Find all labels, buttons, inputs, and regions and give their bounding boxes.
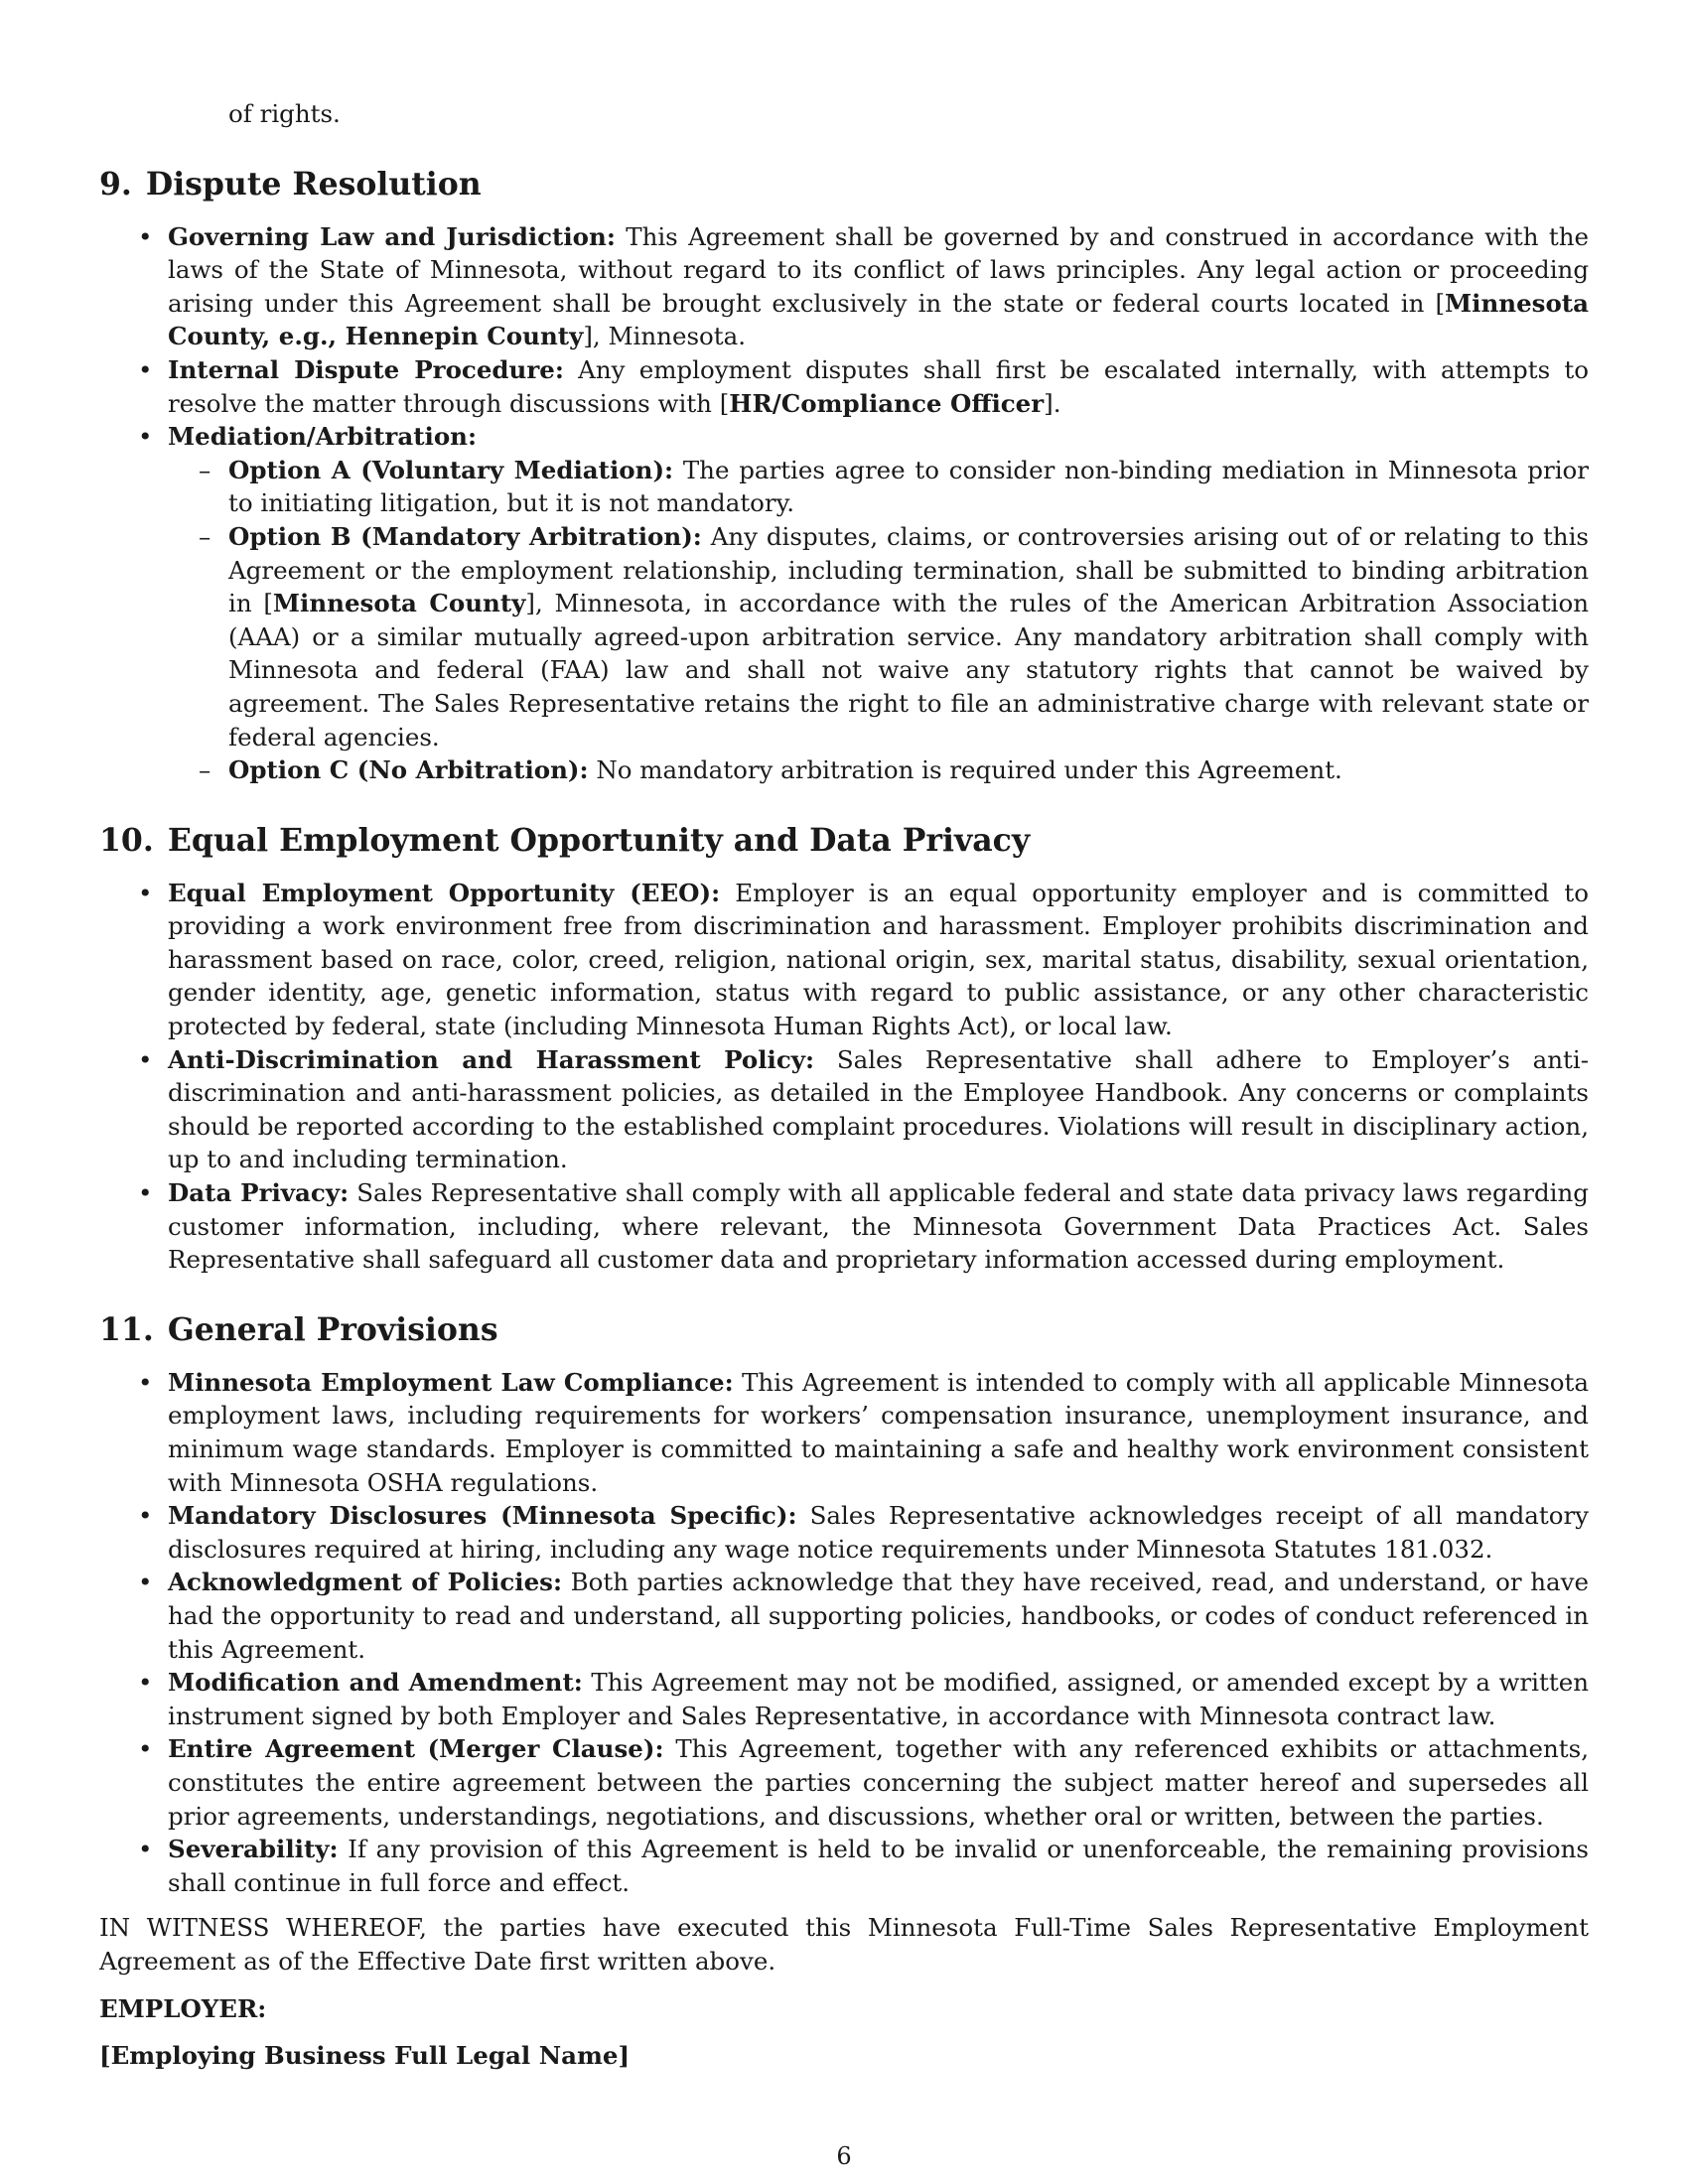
sub-item-option-a	[228, 454, 1589, 520]
list-item-data-privacy	[168, 1176, 1589, 1277]
section-number: 11.	[99, 1310, 154, 1348]
item-text: This Agreement may not be modified, assigned, or amended except by a written instrument signed by both Employer and Sales Representative, in accordance with Minnesota contract law.	[168, 1668, 1589, 1730]
item-text: Sales Representative acknowledges receipt of all mandatory disclosures required at hiring, including any wage notice requirements under Minnesota Statutes 181.032.	[168, 1501, 1590, 1564]
item-text: This Agreement shall be governed by and construed in accordance with the laws of the State of Minnesota, without regard to its conflict of laws principles. Any legal action or proceeding arising under this Agreement shall be brought exclusively in the state or federal courts located in [	[168, 221, 1590, 318]
witness-paragraph: IN WITNESS WHEREOF, the parties have executed this Minnesota Full-Time Sales Representative Employment Agreement as of the Effective Date first written above.	[99, 1913, 1589, 1976]
item-label: Minnesota Employment Law Compliance:	[168, 1367, 734, 1397]
item-text: This Agreement is intended to comply with all applicable Minnesota employment laws, including requirements for workers’ compensation insurance, unemployment insurance, and minimum wage standards. Employer is committed to maintaining a safe and healthy work environment consistent with Minnesota OSHA regulations.	[168, 1367, 1589, 1497]
item-text: ].	[1044, 388, 1061, 418]
section-heading-dispute-resolution	[99, 165, 1589, 205]
section-heading-eeo-data-privacy	[99, 821, 1589, 861]
list-item-governing-law	[168, 220, 1589, 353]
list-item-mandatory-disclosures	[168, 1499, 1589, 1566]
item-label: Modification and Amendment:	[168, 1668, 583, 1698]
item-label: Mandatory Disclosures (Minnesota Specific):	[168, 1501, 797, 1531]
page-number: 6	[836, 2142, 852, 2170]
signature-business-name: [Employing Business Full Legal Name]	[99, 2041, 631, 2071]
list-item-modification	[168, 1666, 1589, 1732]
item-label: Mediation/Arbitration:	[168, 422, 478, 452]
list-item-internal-dispute	[168, 353, 1589, 420]
list-item-acknowledgment	[168, 1566, 1589, 1666]
item-text: This Agreement, together with any referenced exhibits or attachments, constitutes the entire agreement between the parties concerning the subject matter hereof and supersedes all prior agreements, understandings, negotiations, and discussions, whether oral or written, between the parties.	[168, 1734, 1590, 1831]
item-text: Both parties acknowledge that they have received, read, and understand, or have had the opportunity to read and understand, all supporting policies, handbooks, or codes of conduct referenced in this Agreement.	[168, 1568, 1589, 1664]
item-label: Data Privacy:	[168, 1178, 350, 1208]
item-text: ], Minnesota.	[583, 322, 747, 351]
section-title: Equal Employment Opportunity and Data Privacy	[167, 821, 1031, 859]
placeholder-county: Minnesota County, e.g., Hennepin County	[168, 288, 1589, 351]
item-text: No mandatory arbitration is required under this Agreement.	[588, 755, 1342, 785]
item-text: The parties agree to consider non-binding mediation in Minnesota prior to initiating litigation, but it is not mandatory.	[228, 455, 1589, 518]
list-item-anti-discrimination	[168, 1043, 1589, 1176]
section-list	[99, 1366, 1589, 1900]
list-item-mediation-arbitration	[168, 420, 1589, 787]
section-title: General Provisions	[167, 1310, 498, 1348]
list-item-eeo	[168, 877, 1589, 1043]
list-item-severability	[168, 1833, 1589, 1899]
item-label: Acknowledgment of Policies:	[168, 1568, 562, 1597]
item-label: Anti-Discrimination and Harassment Policy:	[168, 1044, 815, 1074]
item-label: Governing Law and Jurisdiction:	[168, 221, 616, 251]
item-text: Sales Representative shall comply with all applicable federal and state data privacy laws regarding customer information, including, where relevant, the Minnesota Government Data Practices Act. Sales Representative shall safeguard all customer data and proprietary information accessed during employment.	[168, 1178, 1589, 1275]
item-label: Equal Employment Opportunity (EEO):	[168, 878, 721, 907]
item-text: Employer is an equal opportunity employer and is committed to providing a work environment free from discrimination and harassment. Employer prohibits discrimination and harassment based on race, color, creed, religion, national origin, sex, marital status, disability, sexual orientation, gender identity, age, genetic information, status with regard to public assistance, or any other characteristic protected by federal, state (including Minnesota Human Rights Act), or local law.	[168, 878, 1589, 1041]
item-text: Any employment disputes shall first be escalated internally, with attempts to resolve the matter through discussions with [	[168, 354, 1589, 418]
document-page	[99, 97, 1589, 2073]
list-item-entire-agreement	[168, 1732, 1589, 1833]
sub-item-option-c	[228, 753, 1589, 787]
list-item-law-compliance	[168, 1366, 1589, 1499]
item-text: ], Minnesota, in accordance with the rules of the American Arbitration Association (AAA) or a similar mutually agreed-upon arbitration service. Any mandatory arbitration shall comply with Minnesota and federal (FAA) law and shall not waive any statutory rights that cannot be waived by agreement. The Sales Representative retains the right to file an administrative charge with relevant state or federal agencies.	[228, 589, 1590, 751]
carryover-text: of rights.	[228, 99, 341, 128]
item-label: Internal Dispute Procedure:	[168, 354, 564, 384]
section-title: Dispute Resolution	[145, 165, 482, 203]
section-number: 10.	[99, 821, 154, 859]
sub-item-option-b	[228, 520, 1589, 753]
section-list	[99, 220, 1589, 787]
section-heading-general-provisions	[99, 1310, 1589, 1350]
item-label: Option C (No Arbitration):	[228, 755, 589, 785]
item-label: Option B (Mandatory Arbitration):	[228, 521, 702, 551]
section-list	[99, 877, 1589, 1277]
item-label: Severability:	[168, 1835, 339, 1864]
placeholder-officer: HR/Compliance Officer	[729, 388, 1045, 418]
item-label: Option A (Voluntary Mediation):	[228, 455, 674, 484]
section-number: 9.	[99, 165, 132, 203]
item-text: Any disputes, claims, or controversies arising out of or relating to this Agreement or the employment relationship, including termination, shall be submitted to binding arbitration in [	[228, 521, 1589, 618]
sub-list	[168, 454, 1589, 787]
item-label: Entire Agreement (Merger Clause):	[168, 1734, 664, 1764]
item-text: Sales Representative shall adhere to Employer’s anti-discrimination and anti-harassment policies, as detailed in the Employee Handbook. Any concerns or complaints should be reported according to the established complaint procedures. Violations will result in disciplinary action, up to and including termination.	[168, 1044, 1589, 1174]
placeholder-county: Minnesota County	[272, 589, 526, 618]
item-text: If any provision of this Agreement is held to be invalid or unenforceable, the remaining provisions shall continue in full force and effect.	[168, 1835, 1589, 1897]
signature-heading: EMPLOYER:	[99, 1993, 267, 2023]
